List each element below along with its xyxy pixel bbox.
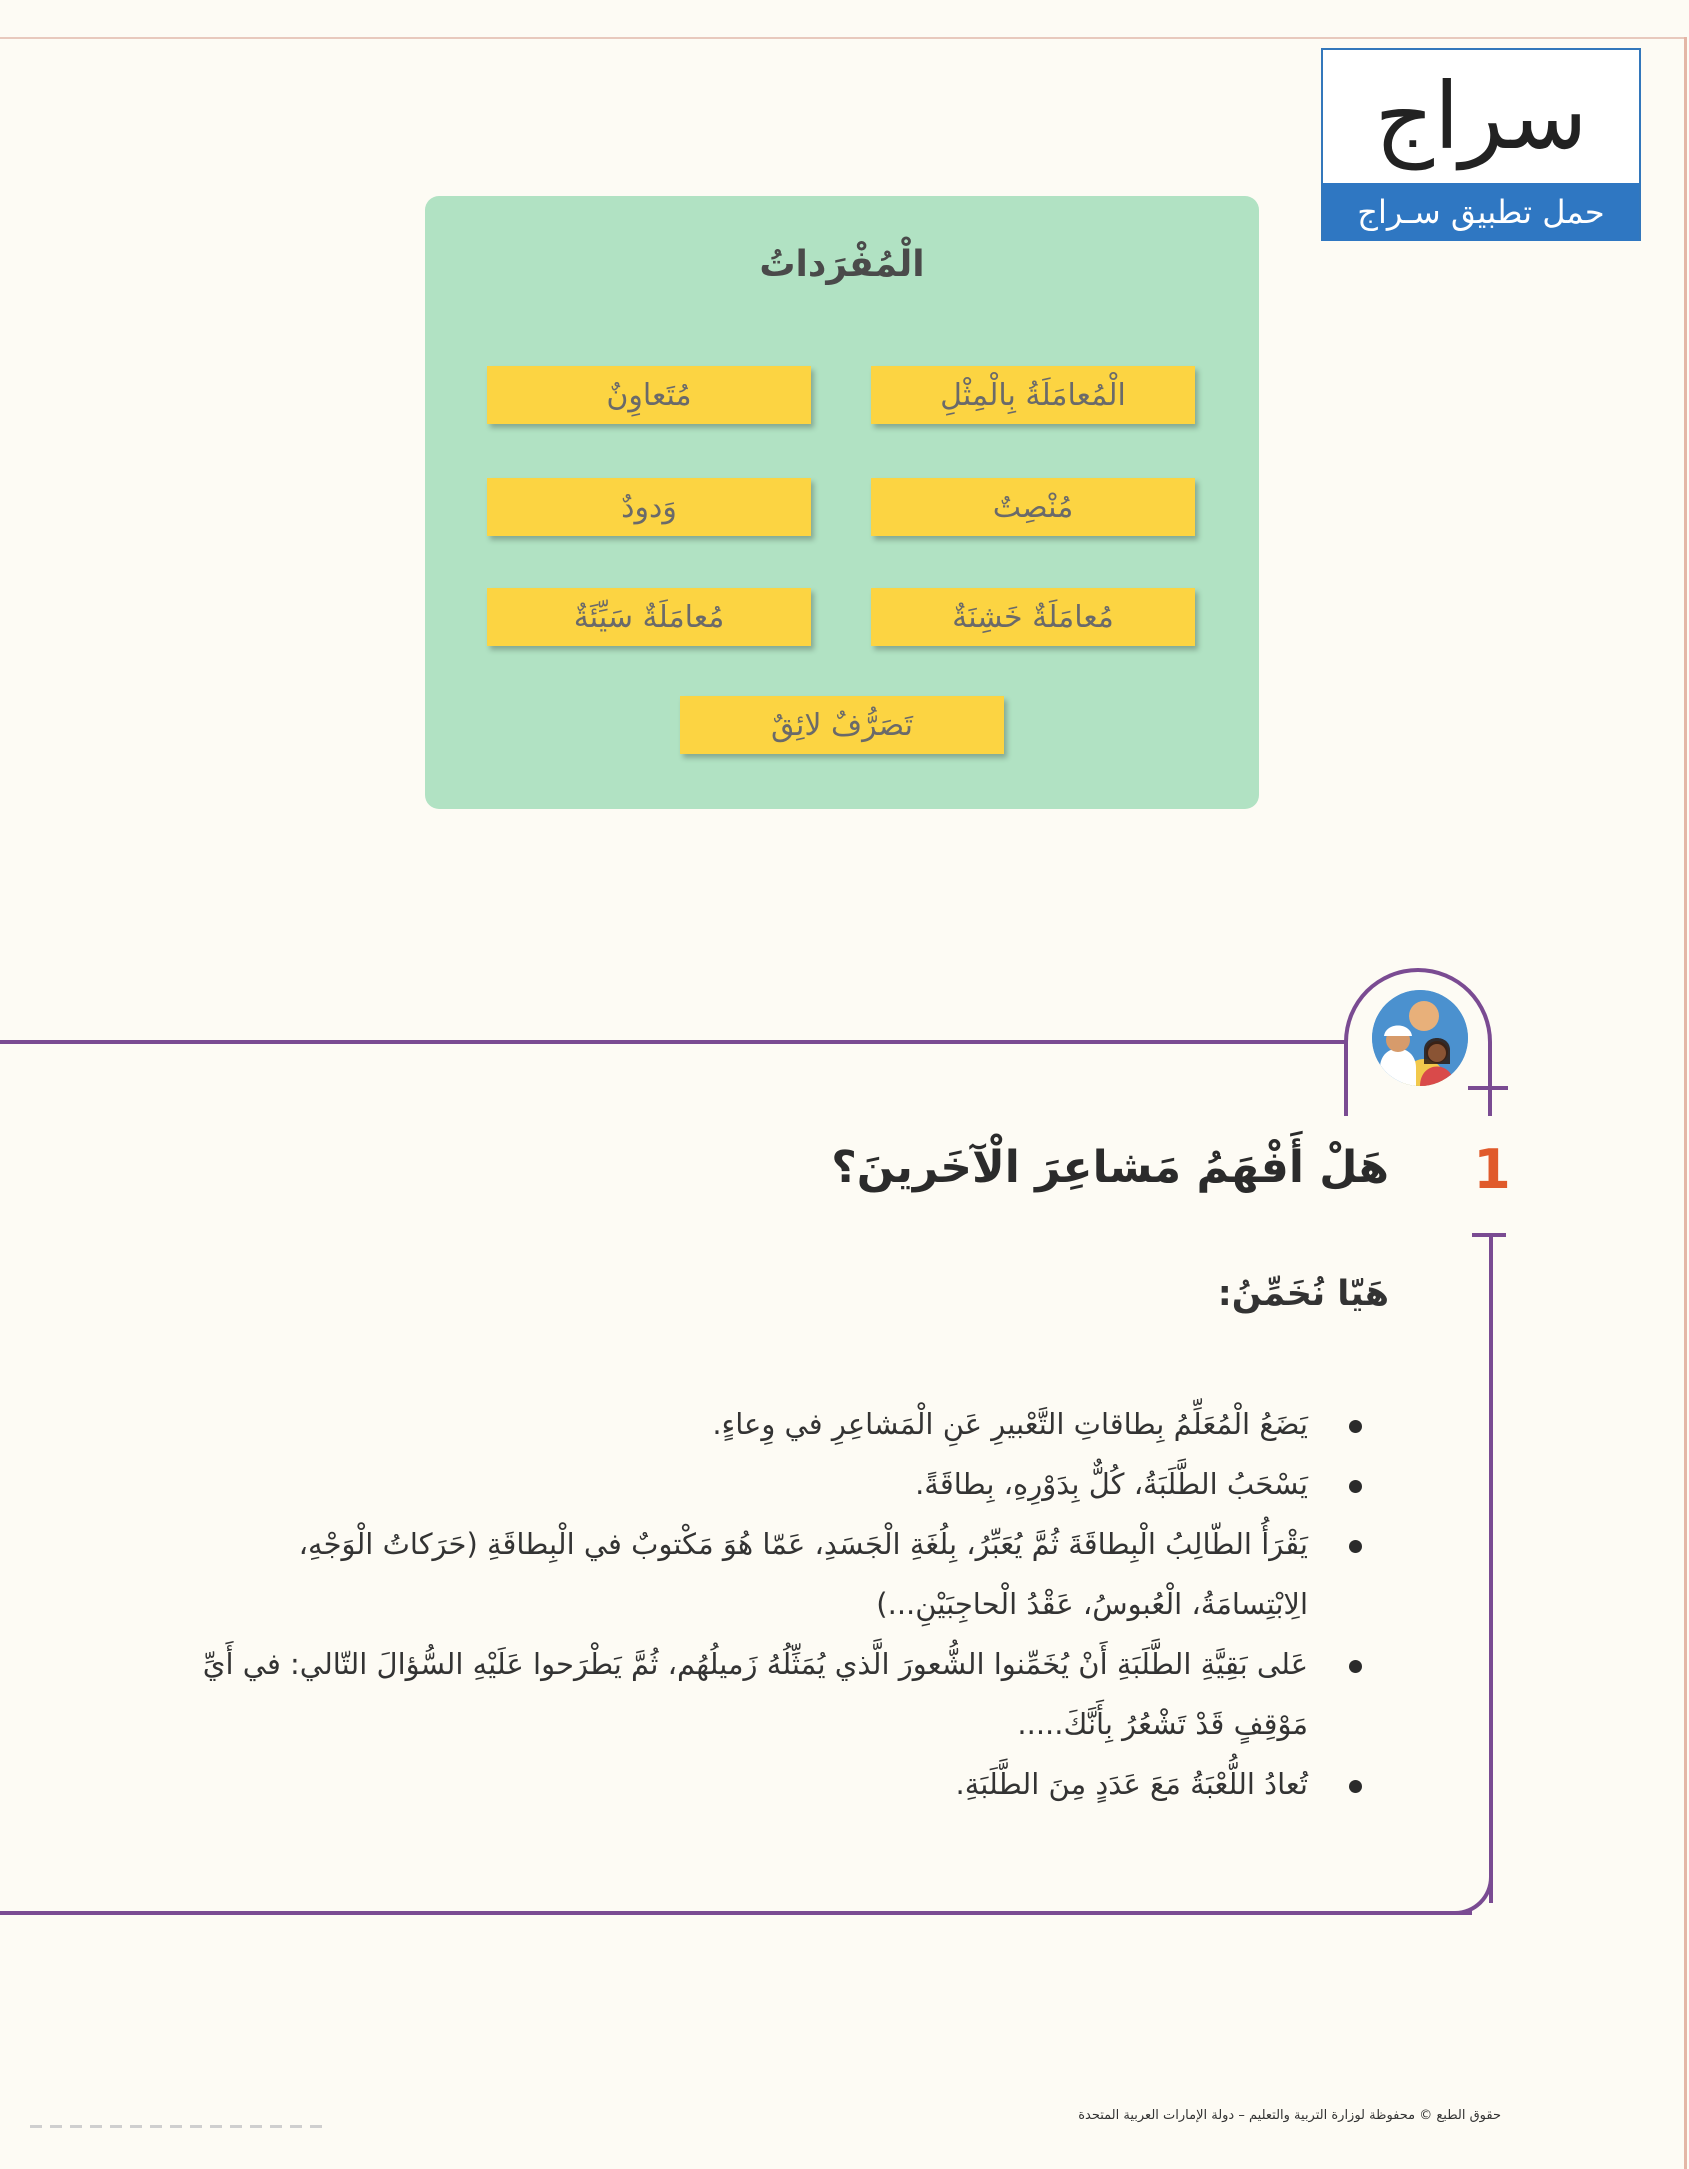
- vocab-word-bad-treatment[interactable]: مُعامَلَةٌ سَيِّئَةٌ: [487, 588, 811, 646]
- instruction-text: يَضَعُ الْمُعَلِّمُ بِطاقاتِ التَّعْبيرِ عَنِ الْمَشاعِرِ في وِعاءٍ.: [712, 1407, 1308, 1441]
- siraj-logo[interactable]: [1321, 48, 1641, 241]
- vocab-word-harsh-treatment[interactable]: مُعامَلَةٌ خَشِنَةٌ: [871, 588, 1195, 646]
- page-border-top: [0, 37, 1686, 39]
- vocabulary-card: [425, 196, 1259, 809]
- siraj-wordmark-text: سراج: [1374, 63, 1588, 170]
- instruction-text: يَسْحَبُ الطَّلَبَةُ، كُلٌّ بِدَوْرِهِ، بِطاقَةً.: [915, 1467, 1308, 1501]
- bullet-dot-icon: [1349, 1420, 1362, 1433]
- instruction-item: [180, 1754, 1360, 1814]
- instruction-text: يَقْرَأُ الطّالِبُ الْبِطاقَةَ ثُمَّ يُعَبِّرُ، بِلُغَةِ الْجَسَدِ، عَمّا هُوَ مَكْتوبٌ في الْبِطاقَةِ (حَرَكاتُ الْوَجْهِ، الِابْتِسامَةُ، الْعُبوسُ، عَقْدُ الْحاجِبَيْنِ...): [298, 1527, 1308, 1621]
- vocab-word-reciprocal-treatment[interactable]: الْمُعامَلَةُ بِالْمِثْلِ: [871, 366, 1195, 424]
- bullet-dot-icon: [1349, 1780, 1362, 1793]
- instruction-text: تُعادُ اللُّعْبَةُ مَعَ عَدَدٍ مِنَ الطَّلَبَةِ.: [955, 1767, 1308, 1801]
- siraj-wordmark: [1323, 50, 1639, 183]
- instruction-item: [180, 1514, 1360, 1634]
- activity-subheading: هَيّا نُخَمِّنُ:: [1217, 1274, 1389, 1314]
- section-avatar-foot: [1468, 1086, 1508, 1090]
- vocab-word-friendly[interactable]: وَدودٌ: [487, 478, 811, 536]
- activity-instructions-list: [180, 1394, 1360, 1814]
- copyright-note: حقوق الطبع © محفوظة لوزارة التربية والتعليم – دولة الإمارات العربية المتحدة: [1078, 2108, 1501, 2123]
- siraj-tagline: حمل تطبيق سـراج: [1357, 193, 1605, 231]
- section-frame-top: [0, 1040, 1345, 1044]
- vocab-word-proper-behavior[interactable]: تَصَرُّفٌ لائِقٌ: [680, 696, 1004, 754]
- bullet-dot-icon: [1349, 1480, 1362, 1493]
- instruction-item: [180, 1454, 1360, 1514]
- section-frame-bottom: [0, 1911, 1472, 1915]
- page-border-right: [1684, 37, 1687, 2169]
- bullet-dot-icon: [1349, 1660, 1362, 1673]
- bullet-dot-icon: [1349, 1540, 1362, 1553]
- footer-faded-text: [30, 2125, 330, 2128]
- vocab-word-cooperative[interactable]: مُتَعاوِنٌ: [487, 366, 811, 424]
- students-avatar-icon: [1372, 990, 1468, 1086]
- section-number: 1: [1473, 1138, 1511, 1201]
- vocabulary-title: الْمُفْرَداتُ: [759, 244, 925, 285]
- section-title: هَلْ أَفْهَمُ مَشاعِرَ الْآخَرينَ؟: [831, 1142, 1389, 1193]
- section-frame-right: [1489, 1233, 1493, 1903]
- vocab-word-good-listener[interactable]: مُنْصِتٌ: [871, 478, 1195, 536]
- section-frame-corner: [1451, 1873, 1493, 1915]
- siraj-tagline-band: [1323, 183, 1639, 241]
- instruction-text: عَلى بَقِيَّةِ الطَّلَبَةِ أَنْ يُخَمِّنوا الشُّعورَ الَّذي يُمَثِّلُهُ زَميلُهُم، ثُمَّ يَطْرَحوا عَلَيْهِ السُّؤالَ التّالي: في أَيِّ مَوْقِفٍ قَدْ تَشْعُرُ بِأَنَّكَ.....: [202, 1647, 1308, 1741]
- instruction-item: [180, 1634, 1360, 1754]
- instruction-item: [180, 1394, 1360, 1454]
